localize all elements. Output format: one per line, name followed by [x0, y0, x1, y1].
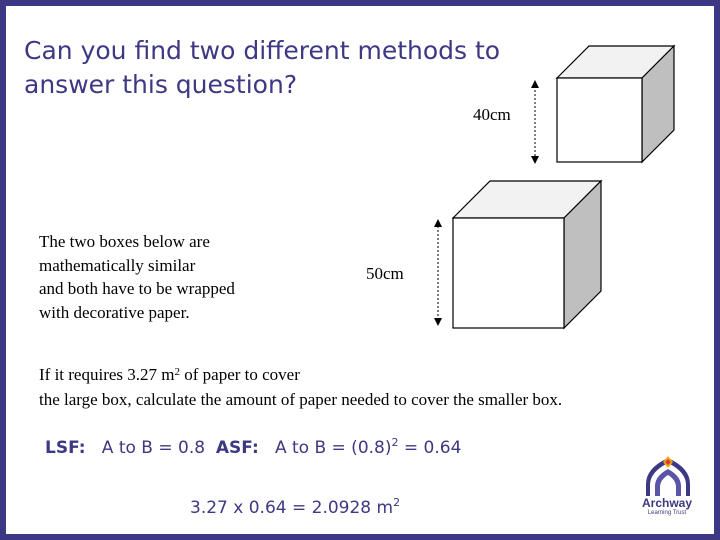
asf-superscript: 2 [391, 436, 399, 449]
small-cube [557, 46, 674, 162]
lsf-label: LSF: [45, 438, 86, 458]
large-cube [453, 181, 601, 328]
area-line-end: of paper to cover [180, 365, 300, 384]
area-line-start: If it requires 3.27 m [39, 365, 175, 384]
logo-name: Archway [641, 496, 693, 510]
area-line-1 [39, 362, 714, 387]
lsf-value: A to B = 0.8 [101, 438, 206, 458]
problem-line: with decorative paper. [39, 302, 190, 322]
scale-factors-line [45, 438, 461, 458]
asf-label: ASF: [215, 438, 259, 458]
logo-subtitle: Learning Trust [647, 510, 687, 516]
large-cube-dimension-arrow [434, 219, 442, 326]
small-cube-dimension-arrow [531, 80, 539, 164]
large-box-height-label: 50cm [366, 264, 404, 283]
result-line [190, 498, 400, 518]
archway-logo-icon [646, 456, 690, 496]
small-box-height-label: 40cm [473, 105, 511, 124]
area-question [39, 362, 714, 412]
slide-content [6, 6, 714, 534]
problem-line: The two boxes below are [39, 232, 210, 251]
result-start: 3.27 x 0.64 = 2.0928 m [190, 498, 394, 518]
area-line-2: the large box, calculate the amount of paper needed to cover the smaller box. [39, 390, 563, 409]
asf-value-end: = 0.64 [398, 438, 462, 458]
problem-statement [39, 230, 329, 324]
problem-line: and both have to be wrapped [39, 279, 235, 298]
problem-line: mathematically similar [39, 255, 196, 275]
asf-value-start: A to B = (0.8) [274, 438, 392, 458]
slide-title: Can you find two different methods to answer this question? [24, 36, 501, 99]
result-superscript: 2 [393, 496, 401, 509]
archway-logo [637, 497, 697, 517]
area-superscript: 2 [174, 366, 180, 378]
